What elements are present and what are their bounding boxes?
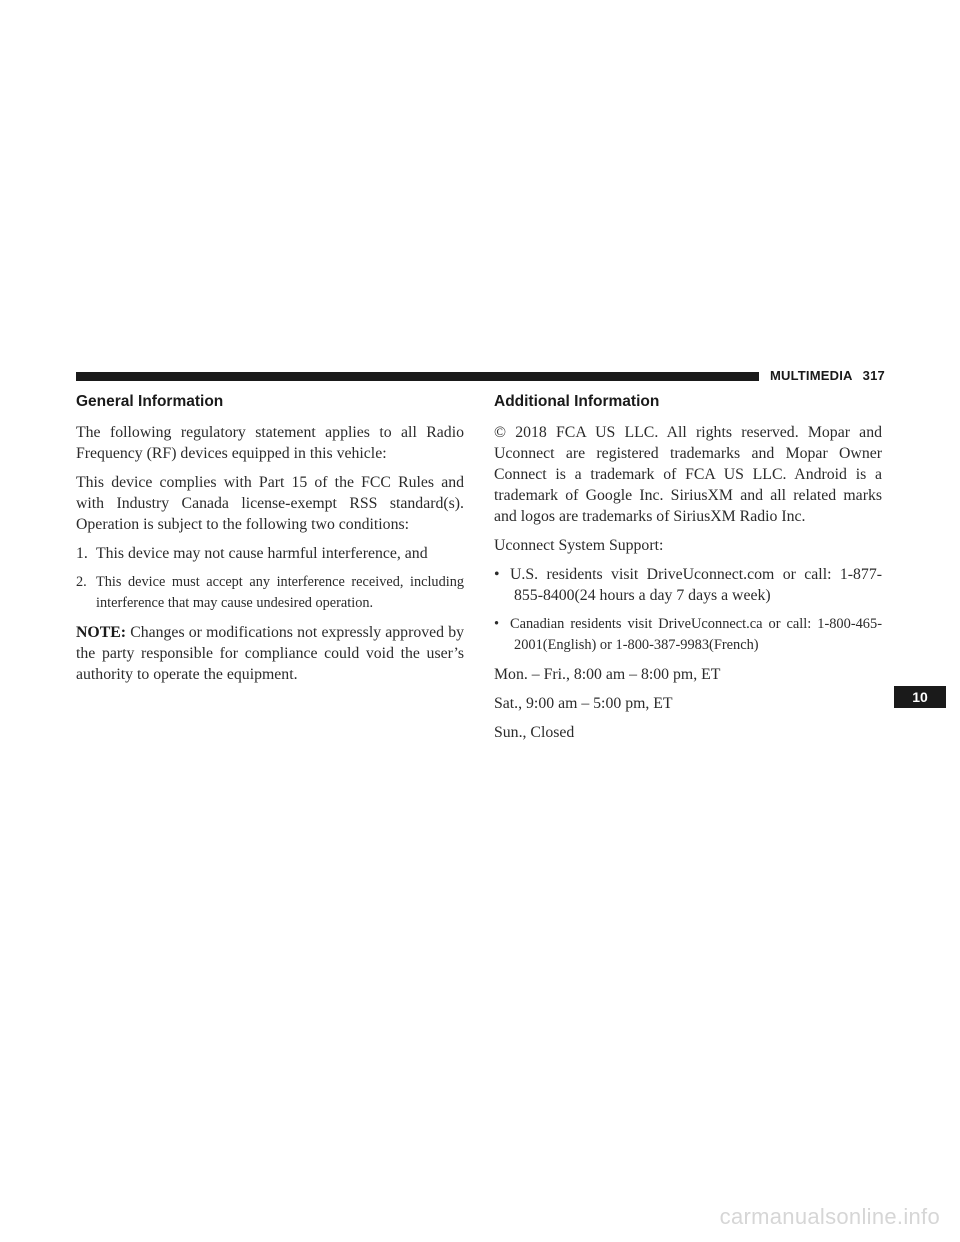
page-number: 317 [862, 368, 885, 383]
conditions-list [76, 543, 464, 614]
left-column [76, 392, 464, 685]
chapter-tab: 10 [894, 686, 946, 708]
header-rule [76, 372, 759, 381]
note-paragraph [76, 622, 464, 685]
additional-information-heading: Additional Information [494, 393, 660, 410]
paragraph-support: Uconnect System Support: [494, 537, 664, 554]
running-header [770, 368, 885, 383]
list-text: This device may not cause harmful interference, and [96, 545, 428, 562]
list-item [494, 614, 882, 656]
list-number: 2. [76, 574, 87, 590]
section-title: MULTIMEDIA [770, 368, 853, 383]
list-text: U.S. residents visit DriveUconnect.com or call: 1-877-855-8400(24 hours a day 7 days a week) [510, 566, 882, 604]
paragraph-copyright: © 2018 FCA US LLC. All rights reserved. Mopar and Uconnect are registered trademarks and Mopar Owner Connect is a trademark of FCA US LLC. Android is a trademark of Google Inc. SiriusXM and all related marks and logos are trademarks of SiriusXM Radio Inc. [494, 424, 882, 525]
bullet-icon: • [494, 566, 500, 583]
list-item [494, 564, 882, 606]
paragraph-regulatory: The following regulatory statement applies to all Radio Frequency (RF) devices equipped in this vehicle: [76, 424, 464, 462]
list-item [76, 543, 464, 564]
paragraph-fcc: This device complies with Part 15 of the FCC Rules and with Industry Canada license-exempt RSS standard(s). Operation is subject to the following two conditions: [76, 474, 464, 533]
right-column [494, 392, 882, 751]
hours-saturday: Sat., 9:00 am – 5:00 pm, ET [494, 695, 673, 712]
list-number: 1. [76, 545, 88, 562]
watermark: carmanualsonline.info [719, 1204, 940, 1229]
list-text: This device must accept any interference received, including interference that may cause undesired operation. [96, 574, 464, 611]
list-text: Canadian residents visit DriveUconnect.ca or call: 1-800-465-2001(English) or 1-800-387-9983(French) [510, 616, 882, 653]
list-item [76, 572, 464, 614]
hours-weekday: Mon. – Fri., 8:00 am – 8:00 pm, ET [494, 666, 721, 683]
note-text: Changes or modifications not expressly approved by the party responsible for compliance could void the user’s authority to operate the equipment. [76, 624, 464, 683]
support-list [494, 564, 882, 656]
general-information-heading: General Information [76, 393, 224, 410]
note-label: NOTE: [76, 624, 127, 641]
bullet-icon: • [494, 616, 500, 632]
hours-sunday: Sun., Closed [494, 724, 575, 741]
